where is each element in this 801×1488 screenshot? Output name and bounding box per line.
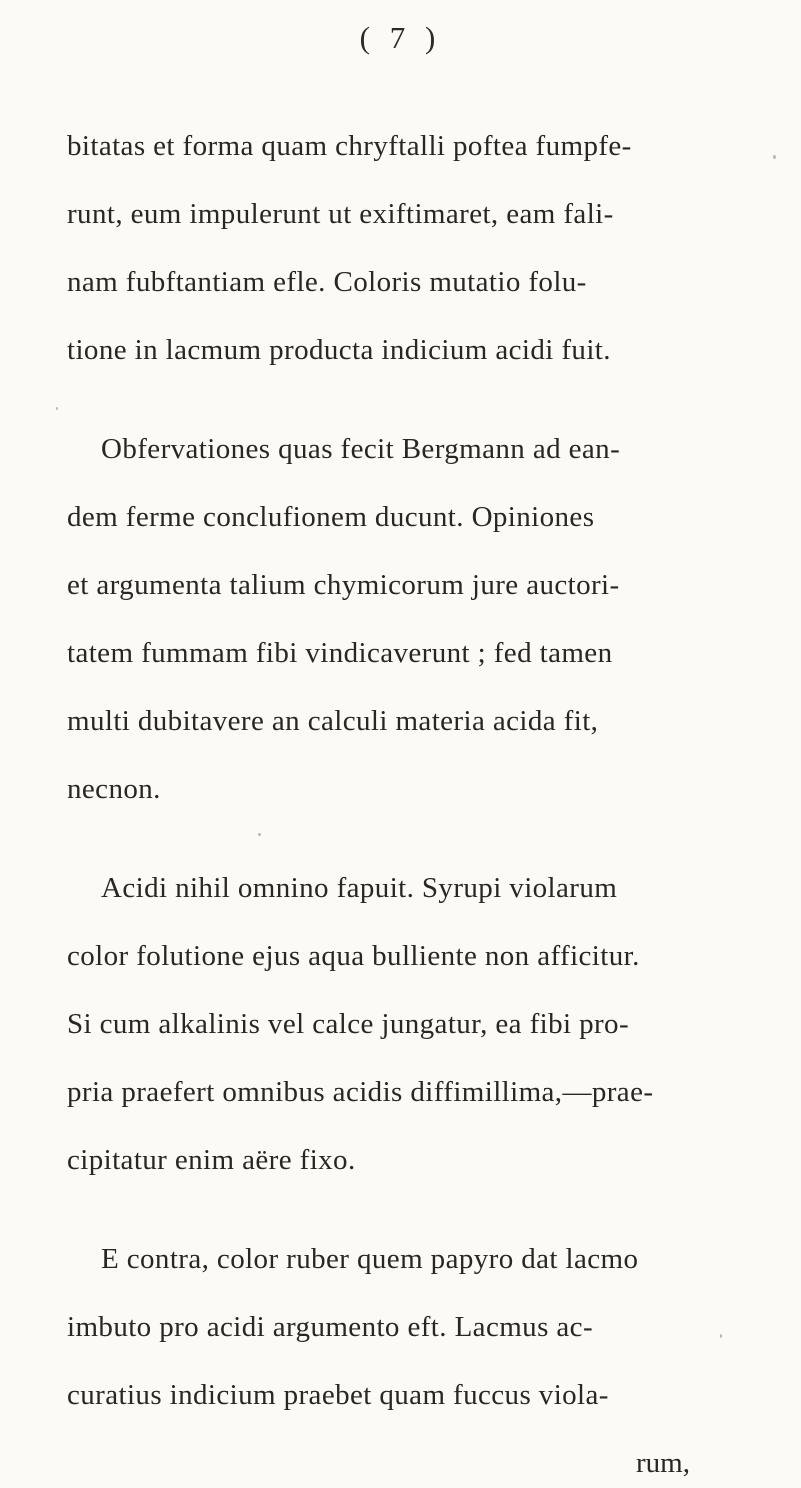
text-line: cipitatur enim aëre fixo. xyxy=(67,1144,356,1176)
text-line: nam fubftantiam efle. Coloris mutatio folu- xyxy=(67,266,587,298)
paper-speck xyxy=(258,833,261,836)
text-line: pria praefert omnibus acidis diffimillima,—prae- xyxy=(67,1076,654,1108)
catchword: rum, xyxy=(636,1447,690,1479)
text-line: dem ferme conclufionem ducunt. Opiniones xyxy=(67,501,595,533)
text-line: runt, eum impulerunt ut exiftimaret, eam fali- xyxy=(67,198,614,230)
text-line: curatius indicium praebet quam fuccus viola- xyxy=(67,1379,609,1411)
text-line: necnon. xyxy=(67,773,161,805)
text-line: Acidi nihil omnino fapuit. Syrupi violarum xyxy=(101,872,618,904)
text-line: E contra, color ruber quem papyro dat lacmo xyxy=(101,1243,639,1275)
paper-speck xyxy=(720,1334,722,1338)
paper-speck xyxy=(773,155,776,159)
text-line: bitatas et forma quam chryftalli poftea fumpfe- xyxy=(67,130,632,162)
text-line: tione in lacmum producta indicium acidi fuit. xyxy=(67,334,611,366)
text-line: multi dubitavere an calculi materia acida fit, xyxy=(67,705,599,737)
paper-speck xyxy=(56,407,58,410)
text-line: tatem fummam fibi vindicaverunt ; fed tamen xyxy=(67,637,613,669)
text-line: color folutione ejus aqua bulliente non afficitur. xyxy=(67,940,640,972)
text-line: Si cum alkalinis vel calce jungatur, ea fibi pro- xyxy=(67,1008,630,1040)
page-number: ( 7 ) xyxy=(359,20,442,55)
text-line: et argumenta talium chymicorum jure auctori- xyxy=(67,569,620,601)
text-line: Obfervationes quas fecit Bergmann ad ean- xyxy=(101,433,621,465)
text-line: imbuto pro acidi argumento eft. Lacmus ac- xyxy=(67,1311,594,1343)
